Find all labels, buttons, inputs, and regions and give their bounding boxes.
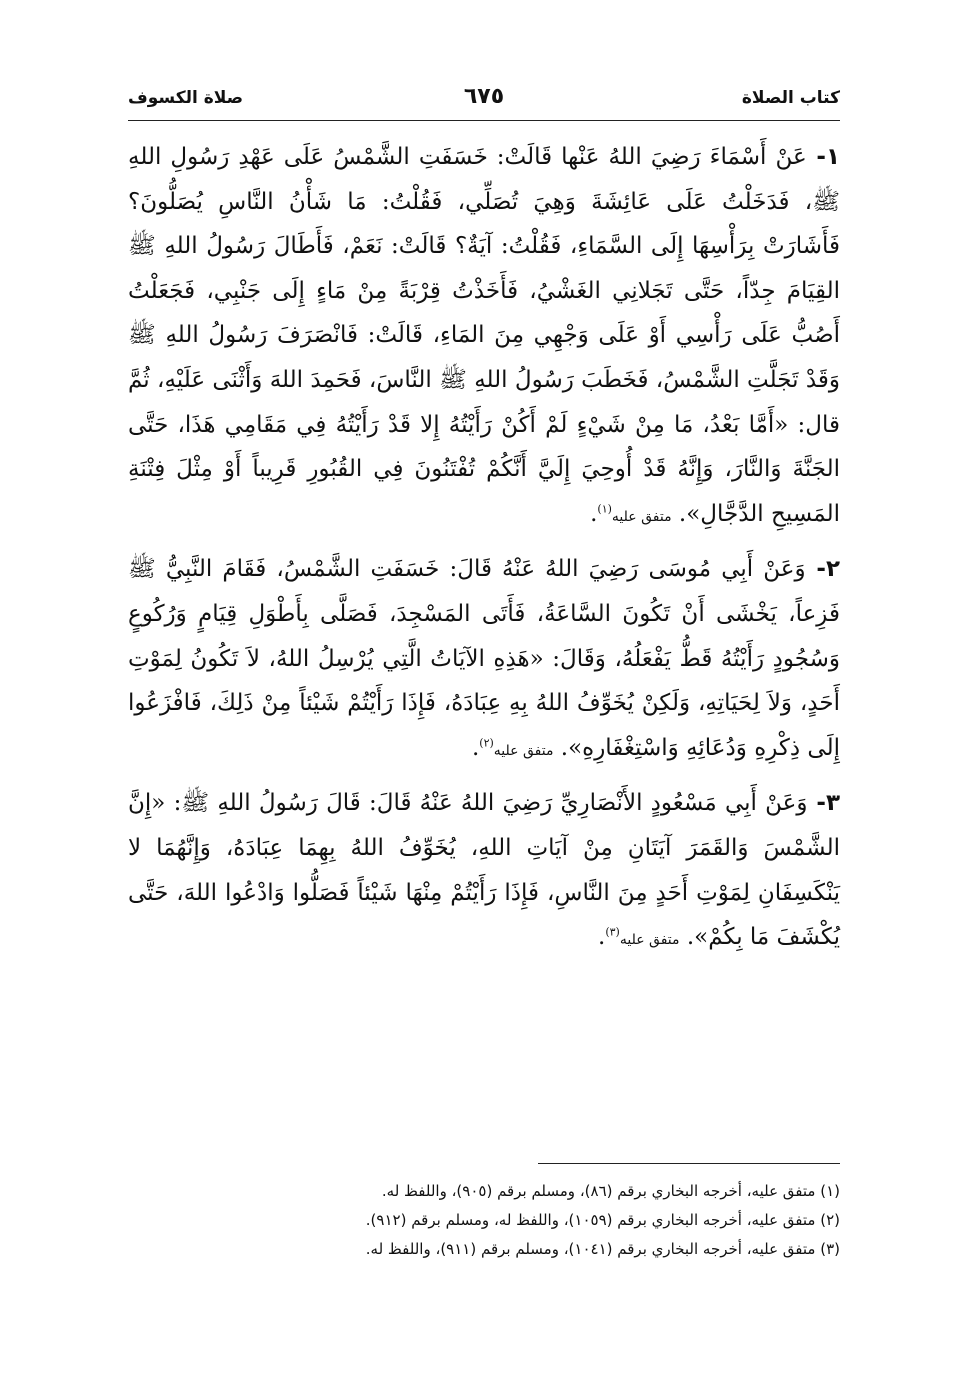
- hadith-end: .: [590, 500, 598, 527]
- book-title: كتاب الصلاة: [741, 88, 840, 108]
- page-body: [128, 135, 840, 971]
- hadith-source: متفق عليه: [493, 742, 554, 759]
- hadith-number: ١-: [806, 144, 840, 170]
- hadith-text: وَعَنْ أَبِي مَسْعُودٍ الأَنْصَارِيِّ رَضِيَ اللهُ عَنْهُ قَالَ: قَالَ رَسُولُ اللهِ ﷺ: «إِنَّ الشَّمْسَ وَالقَمَرَ آيَتَانِ مِنْ آيَاتِ اللهِ، يُخَوِّفُ اللهُ بِهِمَا عِبَادَهُ، وَإِنَّهُمَا لا يَنْكَسِفَانِ لِمَوْتِ أَحَدٍ مِنَ النَّاسِ، فَإِذَا رَأَيْتُمْ مِنْهَا شَيْئاً فَصَلُّوا وَادْعُوا اللهَ، حَتَّى يُكْشَفَ مَا بِكُمْ».: [128, 790, 840, 951]
- hadith-end: .: [598, 924, 606, 951]
- footnote-2: (٢) متفق عليه، أخرجه البخاري برقم (١٠٥٩)، واللفظ له، ومسلم برقم (٩١٢).: [365, 1211, 840, 1229]
- hadith-text: عَنْ أَسْمَاءَ رَضِيَ اللهُ عَنْها قَالَتْ: خَسَفَتِ الشَّمْسُ عَلَى عَهْدِ رَسُولِ اللهِ ﷺ، فَدَخَلْتُ عَلَى عَائِشَةَ وَهِيَ تُصَلِّي، فَقُلْتُ: مَا شَأْنُ النَّاسِ يُصَلُّونَ؟ فَأَشَارَتْ بِرَأْسِهَا إِلَى السَّمَاءِ، فَقُلْتُ: آيَةٌ؟ قَالَتْ: نَعَمْ، فَأَطَالَ رَسُولُ اللهِ ﷺ القِيَامَ جِدّاً، حَتَّى تَجَلانِي الغَشْيُ، فَأَخَذْتُ قِرْبَةً مِنْ مَاءٍ إِلَى جَنْبِي، فَجَعَلْتُ أَصُبُّ عَلَى رَأْسِي أَوْ عَلَى وَجْهِي مِنَ المَاءِ، قَالَتْ: فَانْصَرَفَ رَسُولُ اللهِ ﷺ وَقَدْ تَجَلَّتِ الشَّمْسُ، فَخَطَبَ رَسُولُ اللهِ ﷺ النَّاسَ، فَحَمِدَ اللهَ وَأَثْنَى عَلَيْهِ، ثُمَّ قال: «أَمَّا بَعْدُ، مَا مِنْ شَيْءٍ لَمْ أَكُنْ رَأَيْتُهُ إِلا قَدْ رَأَيْتُهُ فِي مَقَامِي هَذَا، حَتَّى الجَنَّةَ وَالنَّارَ، وَإِنَّهُ قَدْ أُوحِيَ إِلَيَّ أَنَّكُمْ تُفْتَنُونَ فِي القُبُورِ قَرِيباً أَوْ مِثْلَ فِتْنَةِ المَسِيحِ الدَّجَّالِ».: [128, 144, 840, 527]
- hadith-end: .: [471, 734, 480, 761]
- chapter-title: صلاة الكسوف: [128, 88, 244, 108]
- hadith-source: متفق عليه: [619, 932, 680, 949]
- hadith-1: [128, 135, 840, 539]
- footnote-ref[interactable]: (٣): [605, 925, 620, 939]
- footnotes: [128, 1177, 840, 1264]
- hadith-number: ٢-: [805, 556, 840, 583]
- footnote-3: (٣) متفق عليه، أخرجه البخاري برقم (١٠٤١)، ومسلم برقم (٩١١)، واللفظ له.: [365, 1240, 840, 1258]
- footnote-ref[interactable]: (٢): [479, 736, 494, 750]
- footnote-divider: [538, 1163, 840, 1164]
- page-header: [128, 86, 840, 116]
- hadith-source: متفق عليه: [611, 508, 672, 525]
- hadith-2: [128, 547, 840, 773]
- page-number: ٦٧٥: [463, 84, 505, 109]
- footnote-ref[interactable]: (١): [597, 502, 612, 516]
- header-divider: [128, 120, 840, 121]
- footnote-1: (١) متفق عليه، أخرجه البخاري برقم (٨٦)، ومسلم برقم (٩٠٥)، واللفظ له.: [381, 1182, 840, 1200]
- hadith-3: [128, 781, 840, 962]
- hadith-text: وَعَنْ أَبِي مُوسَى رَضِيَ اللهُ عَنْهُ قَالَ: خَسَفَتِ الشَّمْسُ، فَقَامَ النَّبِيُّ ﷺ فَزِعاً، يَخْشَى أَنْ تَكُونَ السَّاعَةُ، فَأَتَى المَسْجِدَ، فَصَلَّى بِأَطْوَلِ قِيَامٍ وَرُكُوعٍ وَسُجُودٍ رَأَيْتُهُ قَطُّ يَفْعَلُهُ، وَقَالَ: «هَذِهِ الآيَاتُ الَّتِي يُرْسِلُ اللهُ، لاَ تَكُونُ لِمَوْتِ أَحَدٍ، وَلاَ لِحَيَاتِهِ، وَلَكِنْ يُخَوِّفُ اللهُ بِهِ عِبَادَهُ، فَإِذَا رَأَيْتُمْ شَيْئاً مِنْ ذَلِكَ، فَافْزَعُوا إِلَى ذِكْرِهِ وَدُعَائِهِ وَاسْتِغْفَارِهِ».: [128, 556, 840, 761]
- hadith-number: ٣-: [807, 790, 840, 817]
